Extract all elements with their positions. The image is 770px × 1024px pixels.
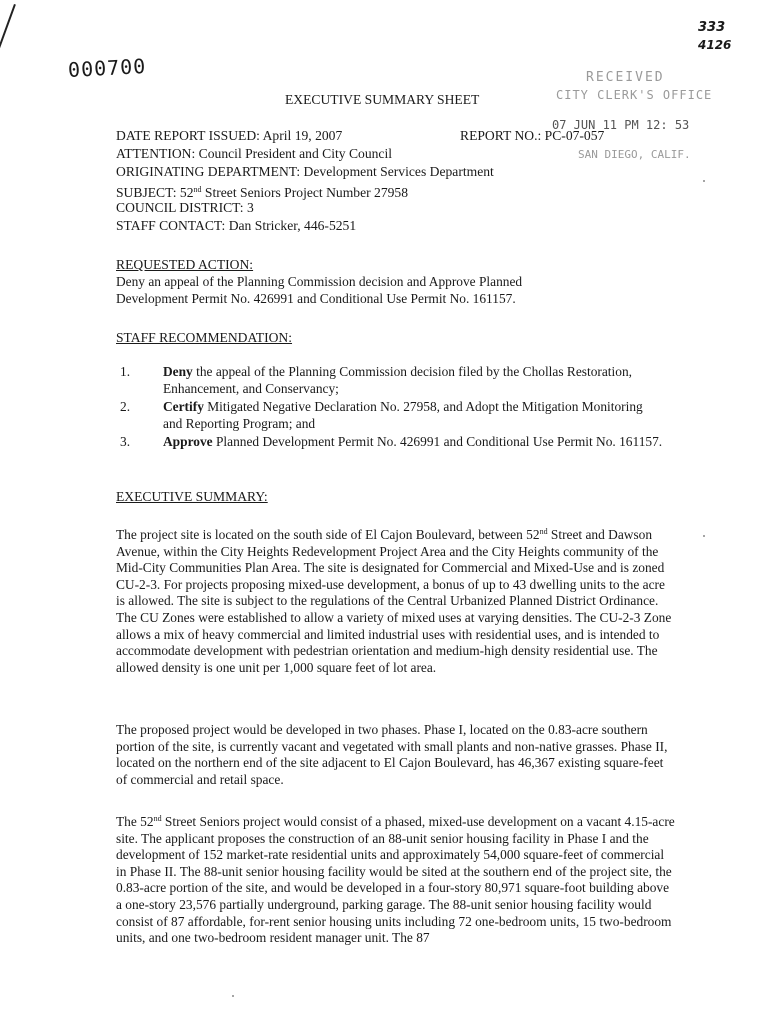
- scan-speck: [703, 180, 705, 182]
- rec-1-number: 1.: [120, 364, 131, 379]
- rec-2-number: 2.: [120, 399, 131, 414]
- summary-paragraph-3: The 52nd Street Seniors project would consist of a phased, mixed-use development on a vacant 4.15-acre site. The applicant proposes the construction of an 88-unit senior housing facility in Phase I and the development of 152 market-rate residential units and approximately 54,000 square-feet of commercial in Phase II. The 88-unit senior housing facility would be sited at the southern end of the project site, the 0.83-acre portion of the site, and would be developed in a four-story 80,971 square-foot building above a one-story 23,576 partially underground, parking garage. The 88-unit senior housing facility would consist of 87 affordable, for-rent senior housing units including 72 one-bedroom units, 15 two-bedroom units, and one two-bedroom resident manager unit. The 87: [116, 814, 675, 946]
- report-number: REPORT NO.: PC-07-057: [460, 128, 605, 143]
- date-issued: DATE REPORT ISSUED: April 19, 2007: [116, 128, 343, 143]
- attention-line: ATTENTION: Council President and City Council: [116, 146, 392, 161]
- executive-summary-heading: EXECUTIVE SUMMARY:: [116, 489, 268, 504]
- page-number-note: 333: [698, 20, 726, 35]
- rec-3-number: 3.: [120, 434, 131, 449]
- rec-2-text: Certify Mitigated Negative Declaration No. 27958, and Adopt the Mitigation Monitoring and Reporting Program; and: [163, 399, 643, 431]
- rec-3-text: Approve Planned Development Permit No. 426991 and Conditional Use Permit No. 161157.: [163, 434, 663, 449]
- summary-paragraph-2: The proposed project would be developed in two phases. Phase I, located on the 0.83-acre southern portion of the site, is currently vacant and vegetated with small plants and non-native grasses. Phase II, located on the northern end of the site adjacent to El Cajon Boulevard, has 46,367 existing square-feet of commercial and retail space.: [116, 722, 668, 787]
- scan-speck: [232, 995, 234, 997]
- page-title: EXECUTIVE SUMMARY SHEET: [285, 92, 480, 107]
- handwritten-code-note: 4126: [698, 38, 732, 52]
- stamp-date: 07 JUN 11 PM 12: 53: [552, 118, 690, 132]
- council-district: COUNCIL DISTRICT: 3: [116, 200, 254, 215]
- stamp-office: CITY CLERK'S OFFICE: [556, 88, 713, 102]
- rec-1-text: Deny the appeal of the Planning Commission decision filed by the Chollas Restoration, Enhancement, and Conservancy;: [163, 364, 632, 396]
- stamp-location: SAN DIEGO, CALIF.: [578, 148, 691, 161]
- requested-action-heading: REQUESTED ACTION:: [116, 257, 254, 272]
- requested-action-line-1: Deny an appeal of the Planning Commission decision and Approve Planned: [116, 274, 523, 289]
- scan-speck: [703, 535, 705, 537]
- summary-paragraph-1: The project site is located on the south side of El Cajon Boulevard, between 52nd Street and Dawson Avenue, within the City Heights Redevelopment Project Area and the City Heights community of the Mid-City Communities Plan Area. The site is designated for Commercial and Mixed-Use and is zoned CU-2-3. For projects proposing mixed-use development, a bonus of up to 43 dwelling units to the acre is allowed. The site is subject to the regulations of the Central Urbanized Planned District Ordinance. The CU Zones were established to allow a variety of mixed uses at varying densities. The CU-2-3 Zone allows a mix of heavy commercial and limited industrial uses with residential uses, and is intended to accommodate development with pedestrian orientation and medium-high density residential use. The allowed density is one unit per 1,000 square feet of lot area.: [116, 527, 672, 675]
- staff-recommendation-heading: STAFF RECOMMENDATION:: [116, 330, 293, 345]
- staff-contact: STAFF CONTACT: Dan Stricker, 446-5251: [116, 218, 357, 233]
- requested-action-line-2: Development Permit No. 426991 and Conditional Use Permit No. 161157.: [116, 291, 516, 306]
- department-line: ORIGINATING DEPARTMENT: Development Services Department: [116, 164, 494, 179]
- margin-slash-mark: [0, 4, 16, 67]
- document-number: 000700: [67, 53, 147, 83]
- stamp-received: RECEIVED: [586, 70, 665, 85]
- subject-line: SUBJECT: 52nd Street Seniors Project Number 27958: [116, 185, 409, 200]
